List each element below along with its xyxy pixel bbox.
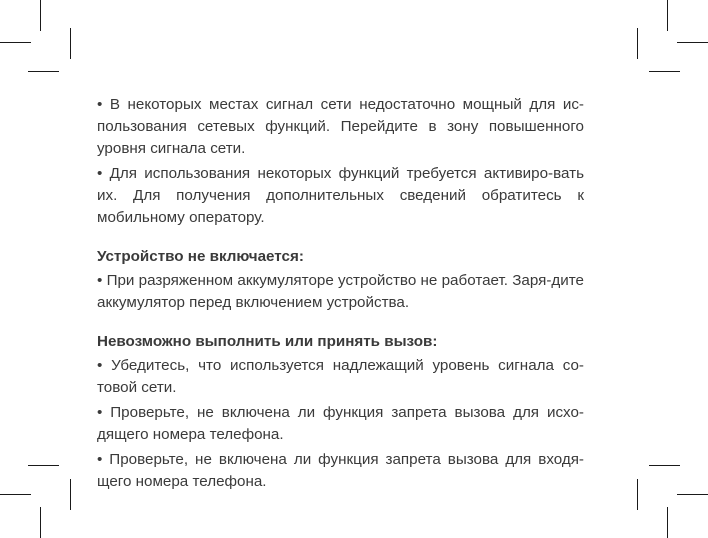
crop-mark-bottom-left-horizontal-inner <box>28 465 59 466</box>
crop-mark-top-left-vertical-inner <box>70 28 71 59</box>
crop-mark-bottom-right-vertical <box>667 507 668 538</box>
crop-mark-top-left-vertical <box>40 0 41 31</box>
heading-cannot-make-call: Невозможно выполнить или принять вызов: <box>97 333 438 350</box>
crop-mark-bottom-left-horizontal <box>0 494 31 495</box>
crop-mark-bottom-right-vertical-inner <box>637 479 638 510</box>
crop-mark-top-right-horizontal-inner <box>649 71 680 72</box>
bullet-activate-functions: • Для использования некоторых функций требуется активиро-вать их. Для получения дополнительных сведений обратитесь к мобильному оператору. <box>97 165 584 226</box>
crop-mark-bottom-left-vertical <box>40 507 41 538</box>
bullet-outgoing-barring: • Проверьте, не включена ли функция запрета вызова для исхо-дящего номера телефона. <box>97 404 584 443</box>
bullet-check-signal: • Убедитесь, что используется надлежащий уровень сигнала со-товой сети. <box>97 357 584 396</box>
crop-mark-top-right-vertical <box>667 0 668 31</box>
crop-mark-bottom-left-vertical-inner <box>70 479 71 510</box>
crop-mark-top-left-horizontal <box>0 42 31 43</box>
document-body <box>97 94 584 493</box>
crop-mark-bottom-right-horizontal <box>677 494 708 495</box>
crop-mark-top-left-horizontal-inner <box>28 71 59 72</box>
crop-mark-top-right-horizontal <box>677 42 708 43</box>
bullet-charge-battery: • При разряженном аккумуляторе устройство не работает. Заря-дите аккумулятор перед включением устройства. <box>97 272 584 311</box>
crop-mark-bottom-right-horizontal-inner <box>649 465 680 466</box>
heading-device-wont-turn-on: Устройство не включается: <box>97 248 304 265</box>
bullet-weak-signal: • В некоторых местах сигнал сети недостаточно мощный для ис-пользования сетевых функций. Перейдите в зону повышенного уровня сигнала сети. <box>97 96 584 157</box>
crop-mark-top-right-vertical-inner <box>637 28 638 59</box>
bullet-incoming-barring: • Проверьте, не включена ли функция запрета вызова для входя-щего номера телефона. <box>97 451 584 490</box>
